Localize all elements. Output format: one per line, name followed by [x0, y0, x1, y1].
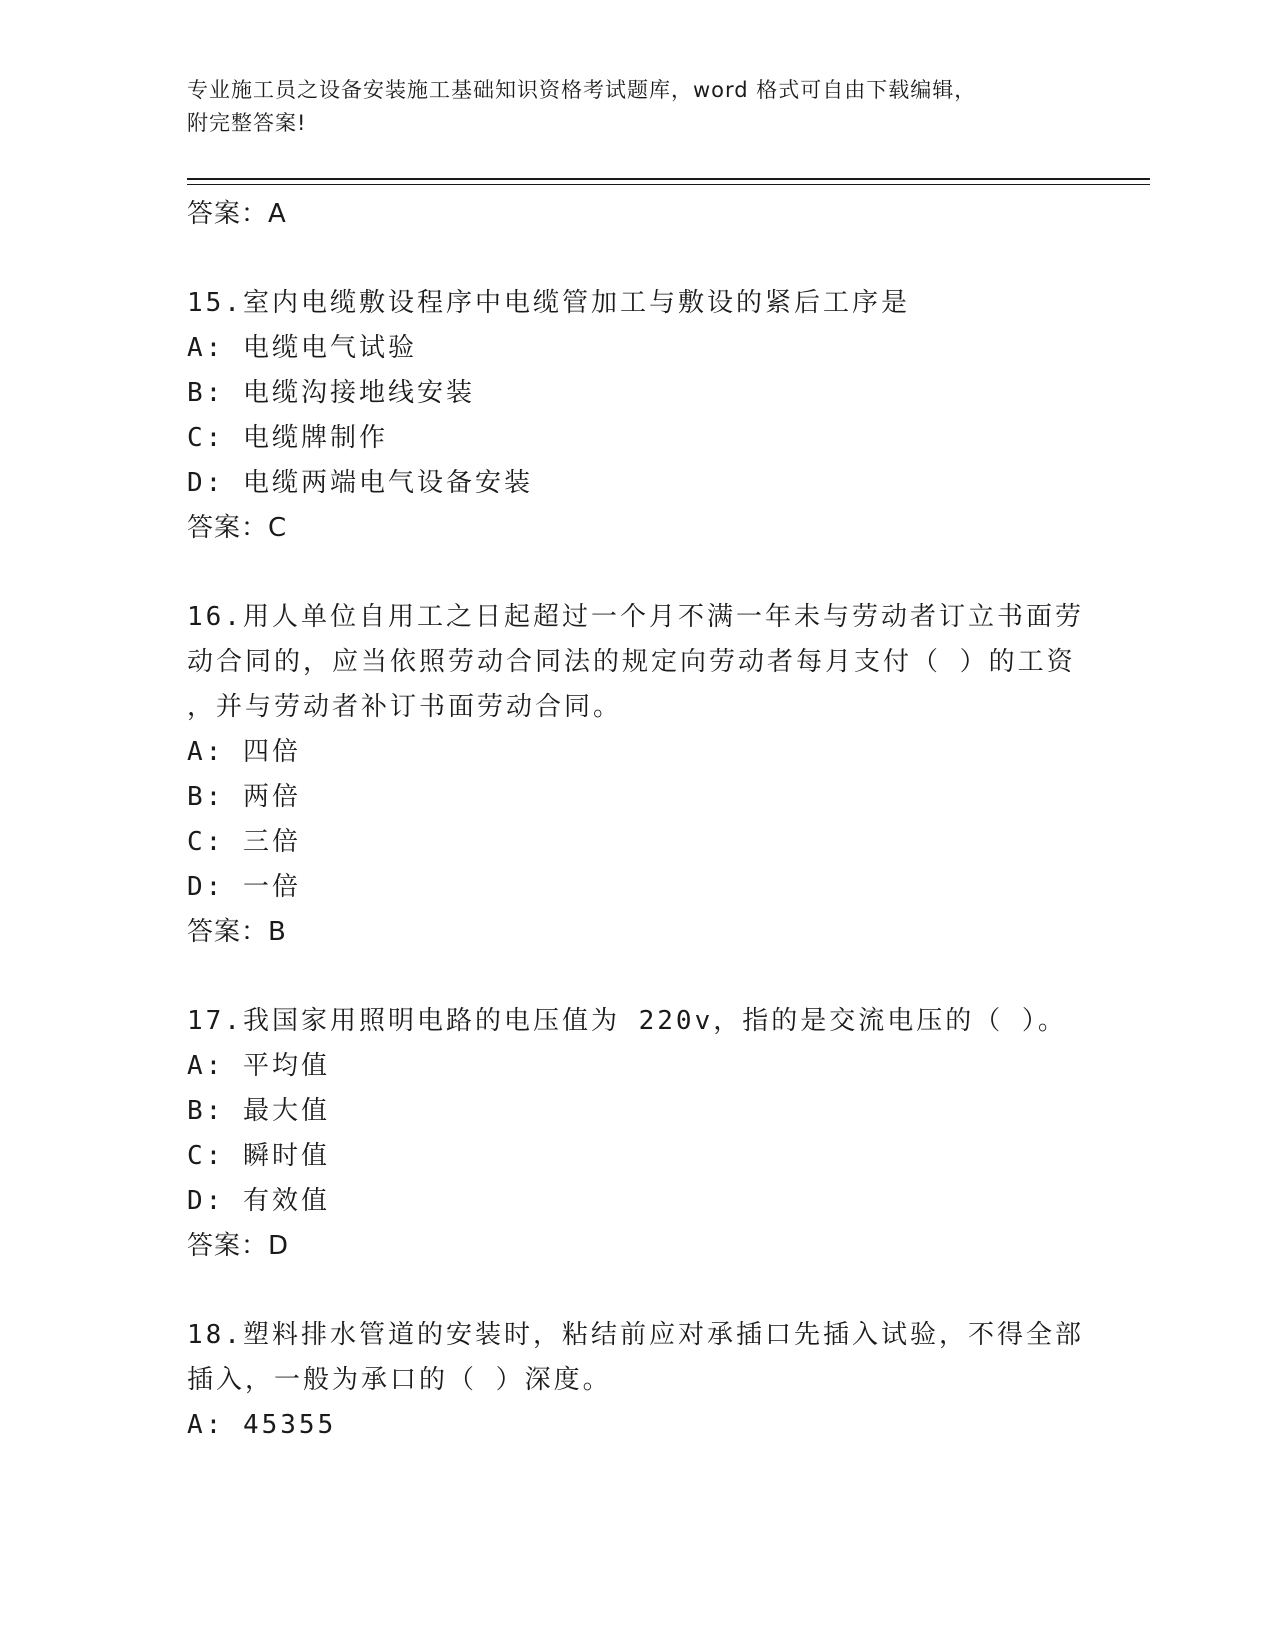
- option-a: A: 平均值: [187, 1051, 330, 1081]
- header-divider: [187, 178, 1150, 185]
- option-c: C: 瞬时值: [187, 1141, 330, 1171]
- document-content: [187, 188, 1087, 1448]
- header-line-2: 附完整答案!: [187, 111, 307, 135]
- answer-line: 答案：B: [187, 917, 287, 947]
- question-text: 17.我国家用照明电路的电压值为 220v，指的是交流电压的（ ）。: [187, 1006, 1067, 1036]
- option-c: C: 三倍: [187, 827, 301, 857]
- question-block: [187, 595, 1087, 955]
- question-text-line-2: 动合同的，应当依照劳动合同法的规定向劳动者每月支付（ ）的工资: [187, 647, 1076, 677]
- option-d: D: 有效值: [187, 1186, 330, 1216]
- question-text: 15.室内电缆敷设程序中电缆管加工与敷设的紧后工序是: [187, 288, 910, 318]
- question-block: [187, 1313, 1087, 1448]
- question-text-line-1: 16.用人单位自用工之日起超过一个月不满一年未与劳动者订立书面劳: [187, 602, 1084, 632]
- option-b: B: 两倍: [187, 782, 301, 812]
- question-text-line-2: 插入，一般为承口的（ ）深度。: [187, 1365, 612, 1395]
- option-a: A: 45355: [187, 1410, 337, 1440]
- option-b: B: 电缆沟接地线安装: [187, 378, 475, 408]
- question-block: [187, 281, 1087, 551]
- answer-line: 答案：D: [187, 1231, 290, 1261]
- answer-line: 答案：C: [187, 513, 288, 543]
- option-c: C: 电缆牌制作: [187, 423, 388, 453]
- document-header: [187, 74, 1067, 140]
- question-block: [187, 999, 1087, 1269]
- option-d: D: 一倍: [187, 872, 301, 902]
- question-text-line-1: 18.塑料排水管道的安装时，粘结前应对承插口先插入试验，不得全部: [187, 1320, 1084, 1350]
- answer-line: 答案：A: [187, 199, 287, 229]
- option-d: D: 电缆两端电气设备安装: [187, 468, 533, 498]
- header-line-1: 专业施工员之设备安装施工基础知识资格考试题库，word 格式可自由下载编辑，: [187, 78, 977, 102]
- question-text-line-3: ，并与劳动者补订书面劳动合同。: [187, 692, 623, 722]
- option-a: A: 电缆电气试验: [187, 333, 417, 363]
- option-a: A: 四倍: [187, 737, 301, 767]
- option-b: B: 最大值: [187, 1096, 330, 1126]
